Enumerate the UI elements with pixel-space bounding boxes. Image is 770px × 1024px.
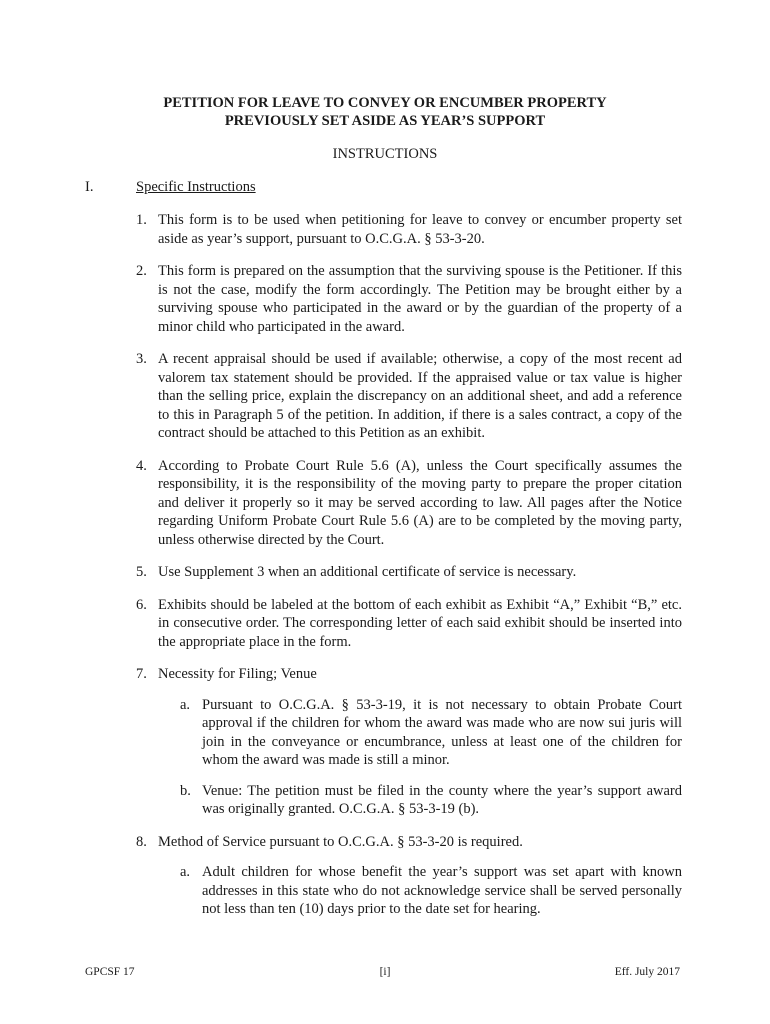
list-item (136, 350, 682, 443)
sub-item-letter: a. (180, 696, 191, 713)
effective-date: Eff. July 2017 (614, 966, 680, 978)
sub-list (158, 696, 682, 819)
sub-item-letter: a. (180, 864, 191, 880)
sub-list-item (180, 696, 682, 770)
list-item (136, 262, 682, 336)
item-text: Use Supplement 3 when an additional certificate of service is necessary. (158, 564, 577, 580)
item-text: This form is prepared on the assumption that the surviving spouse is the Petitioner. If this is not the case, modify the form accordingly. The Petition may be brought either by a surviving spouse who participated in the award or by the guardian of the property of a minor child who participated in the award. (158, 263, 682, 335)
sub-item-text: Pursuant to O.C.G.A. § 53-3-19, it is not necessary to obtain Probate Court approval if the children for whom the award was made who are now sui juris will join in the conveyance or encumbrance, unless at least one of the children for whom the award was made is still a minor. (202, 696, 682, 768)
form-id: GPCSF 17 (85, 966, 135, 978)
item-text: This form is to be used when petitioning for leave to convey or encumber property set aside as year’s support, pursuant to O.C.G.A. § 53-3-20. (158, 212, 682, 247)
item-number: 5. (136, 564, 147, 580)
item-number: 3. (136, 351, 147, 367)
list-item (136, 596, 682, 652)
section-title: Specific Instructions (136, 179, 256, 195)
item-text: According to Probate Court Rule 5.6 (A), unless the Court specifically assumes the responsibility, it is the responsibility of the moving party to prepare the proper citation and deliver it properly so it may be served according to law. All pages after the Notice regarding Uniform Probate Court Rule 5.6 (A) are to be completed by the moving party, unless otherwise directed by the Court. (158, 457, 682, 548)
list-item (136, 211, 682, 248)
title-line-2: PREVIOUSLY SET ASIDE AS YEAR’S SUPPORT (224, 113, 546, 129)
instruction-list (136, 211, 682, 933)
list-item (136, 833, 682, 919)
item-number: 1. (136, 212, 147, 228)
item-text: Method of Service pursuant to O.C.G.A. § 53-3-20 is required. (158, 833, 523, 850)
instructions-heading: INSTRUCTIONS (332, 146, 438, 162)
item-text: A recent appraisal should be used if available; otherwise, a copy of the most recent ad valorem tax statement should be provided. If the appraised value or tax value is higher than the selling price, explain the discrepancy on an additional sheet, and add a reference to this in Paragraph 5 of the petition. In addition, if there is a sales contract, a copy of the contract should be attached to this Petition as an exhibit. (158, 351, 682, 441)
item-number: 6. (136, 596, 147, 613)
list-item (136, 457, 682, 550)
sub-list-item (180, 863, 682, 919)
sub-item-text: Adult children for whose benefit the year’s support was set apart with known addresses in this state who do not acknowledge service shall be served personally not less than ten (10) days prior to the date set for hearing. (202, 864, 682, 917)
sub-list (158, 863, 682, 919)
item-number: 4. (136, 457, 147, 474)
document-title (0, 94, 770, 130)
item-number: 2. (136, 263, 147, 279)
section-number: I. (85, 179, 94, 195)
title-line-1: PETITION FOR LEAVE TO CONVEY OR ENCUMBER PROPERTY (163, 95, 607, 111)
page-number: [i] (379, 966, 391, 978)
item-number: 7. (136, 666, 147, 682)
item-text: Necessity for Filing; Venue (158, 666, 317, 682)
item-number: 8. (136, 833, 147, 850)
sub-item-letter: b. (180, 782, 191, 799)
list-item (136, 665, 682, 819)
item-text: Exhibits should be labeled at the bottom of each exhibit as Exhibit “A,” Exhibit “B,” etc. in consecutive order. The corresponding letter of each said exhibit should be inserted into the appropriate place in the form. (158, 596, 682, 650)
sub-item-text: Venue: The petition must be filed in the county where the year’s support award was originally granted. O.C.G.A. § 53-3-19 (b). (202, 782, 682, 817)
list-item (136, 563, 682, 582)
sub-list-item (180, 782, 682, 819)
